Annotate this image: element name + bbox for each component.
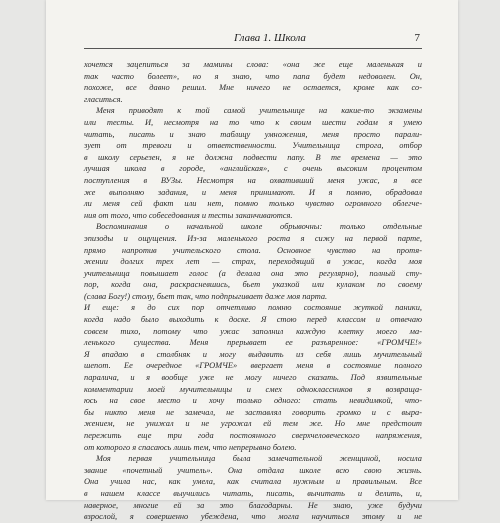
text-line: наверное, многие ей за это благодарны. Не знаю, уже будучи — [84, 500, 422, 510]
text-line: учительница повышает голос (а делала она это регулярно), полный сту- — [84, 268, 422, 278]
text-line: жении долгих трех лет — страх, переходящий в ужас, когда моя — [84, 257, 422, 267]
text-line: ния от того, что собеседования и тесты заканчиваются. — [84, 210, 293, 220]
text-line: в школу серьезен, я не должна подвести папу. В те времена — это — [84, 152, 422, 162]
text-line: пережить еще три года постоянного сверхчеловеческого напряжения, — [84, 431, 422, 440]
text-line: паралича, и я вообще уже не могу ничего сказать. Под язвительные — [84, 373, 422, 383]
text-line: жением, не унижал и не угрожал ей тем же. Но мне предстоит — [84, 419, 422, 429]
text-line: юсь на свое место и хочу только одного: стать невидимкой, что- — [84, 396, 422, 406]
text-line: совсем тихо, потому что ужас заполнил каждую клетку моего ма- — [84, 326, 422, 336]
text-line: бы никто меня не замечал, не заставлял говорить громко и с выра- — [84, 407, 422, 417]
text-line: хочется зацепиться за мамины слова: «она же еще маленькая и — [84, 60, 422, 69]
book-page — [46, 0, 458, 522]
running-head — [84, 32, 422, 49]
text-line: шепот. Ее очередное «ГРОМЧЕ» ввергает меня в состояние полного — [84, 361, 422, 371]
text-line: так часто болеет», но я знаю, что папа будет недоволен. Он, — [84, 71, 422, 81]
text-line: Моя первая учительница была замечательной женщиной, носила — [96, 454, 422, 464]
text-line: зует от тревоги и ответственности. Учительница строга, отбор — [84, 141, 422, 151]
text-line: ленького существа. Меня прерывает ее разъяренное: «ГРОМЧЕ!» — [84, 338, 422, 348]
text-line: взрослой, я совершенно убеждена, что могла научиться этому и не — [84, 512, 422, 522]
chapter-title: Глава 1. Школа — [234, 32, 306, 44]
text-line: Воспоминания о начальной школе обрывочны: только отдельные — [96, 222, 422, 232]
text-line: Я впадаю в столбняк и могу выдавить из себя лишь мучительный — [84, 349, 422, 359]
text-line: ли меня сей факт или нет, помню только чувство огромного облегче- — [84, 199, 422, 209]
text-line: похоже, все давно решил. Мне ничего не остается, кроме как со- — [84, 83, 422, 93]
text-line: от которого я спасаюсь лишь тем, что непрерывно болею. — [84, 442, 297, 452]
text-line: И еще: я до сих пор отчетливо помню состояние жуткой паники, — [84, 303, 422, 313]
text-line: прямо напротив учительского стола. Основное чувство на протя- — [84, 245, 422, 255]
text-line: звание «почетный учитель». Она отдала школе всю свою жизнь. — [84, 465, 422, 475]
text-line: в нашем классе выучились читать, писать, вычитать и делить, и, — [84, 488, 422, 498]
text-line: или тесты. И, несмотря на то что к своим шести годам я умею — [84, 117, 422, 127]
text-line: гласиться. — [84, 94, 123, 104]
text-line: читать, писать и знаю таблицу умножения, меня просто парали- — [84, 129, 422, 139]
text-line: когда надо было выходить к доске. Я стою перед классом и отвечаю — [84, 315, 422, 325]
text-line: пор, когда она, раскрасневшись, бьет указкой или кулаком по своему — [84, 280, 422, 290]
text-line: Меня приводят к той самой учительнице на какие-то экзамены — [96, 106, 422, 116]
text-line: Она учила нас, как умела, как считала нужным и правильным. Все — [84, 477, 422, 487]
text-line: поступления в ВУЗы. Несмотря на охвативший меня ужас, я все — [84, 175, 422, 185]
text-line: комментарии моей мучительницы и смех одноклассников я возвраща- — [84, 384, 422, 394]
text-line: эпизоды и ощущения. Из-за маленького роста я сижу на первой парте, — [84, 233, 422, 243]
text-line: лучшая школа в городе, «английская», с очень высоким процентом — [84, 164, 422, 174]
body-text — [84, 59, 422, 523]
page-number: 7 — [414, 32, 420, 44]
text-line: же выполняю задания, и меня принимают. И я помню, обрадовал — [84, 187, 422, 197]
text-line: (слава Богу!) столу, бьет так, что подпрыгивает даже моя парта. — [84, 291, 328, 301]
